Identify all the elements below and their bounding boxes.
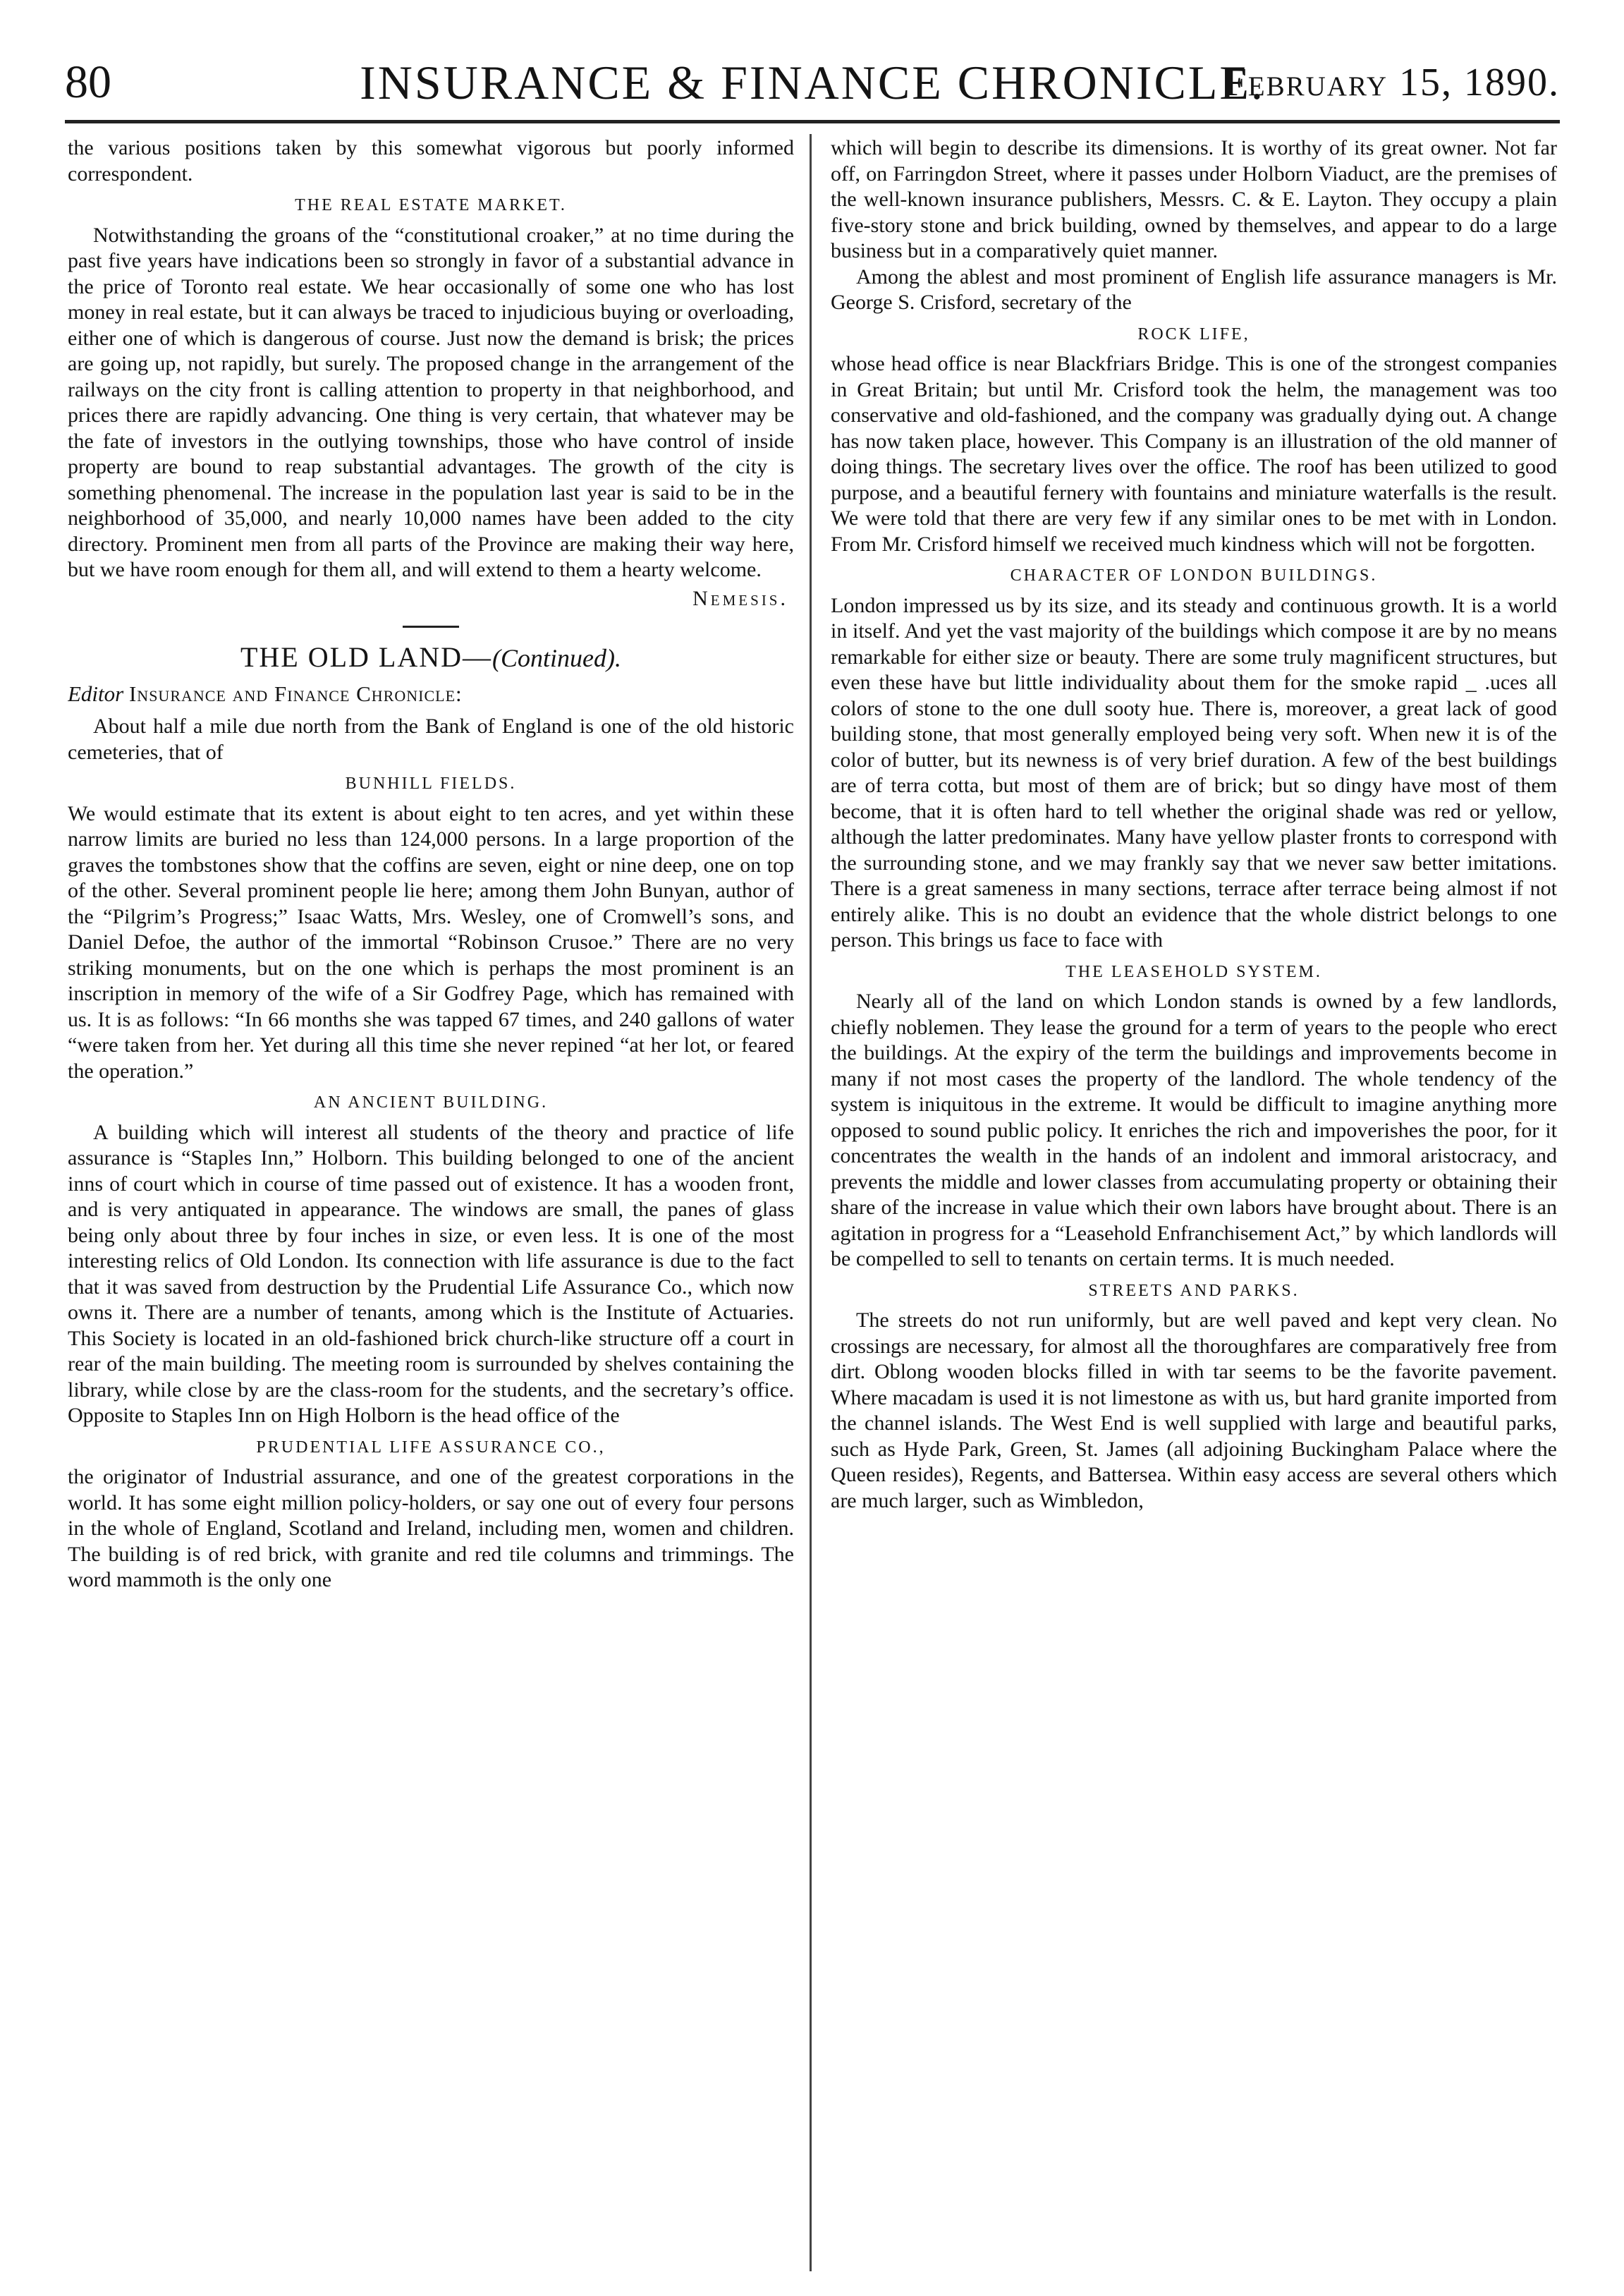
- page-header: [65, 51, 1560, 114]
- editor-address: [68, 681, 794, 707]
- intro-paragraph: the various positions taken by this somewhat vigorous but poorly informed correspondent.: [68, 136, 794, 186]
- section-heading-rock-life: ROCK LIFE,: [1137, 324, 1250, 344]
- column-divider: [810, 134, 812, 2271]
- article-title: [68, 641, 794, 673]
- section-heading-ancient-building: AN ANCIENT BUILDING.: [313, 1093, 549, 1112]
- managers-paragraph: Among the ablest and most prominent of English life assurance managers is Mr. George S. Crisford, secretary of the: [831, 265, 1557, 314]
- right-column: [831, 135, 1557, 2280]
- section-heading-leasehold: THE LEASEHOLD SYSTEM.: [1066, 962, 1322, 981]
- leasehold-paragraph: Nearly all of the land on which London stands is owned by a few landlords, chiefly noblemen. They lease the ground for a term of years to the people who erect the buildings. At the expiry of the term the buildings and improvements become in many if not most cases the property of the landlord. The whole tendency of the system is iniquitous in the extreme. It would be difficult to imagine anything more opposed to sound public policy. It enriches the rich and impoverishes the poor, for it concentrates the wealth in the hands of an indolent and immoral aristocracy, and prevents the middle and lower classes from accumulating property or obtaining their share of the increase in value which their own labors have brought about. There is an agitation in progress for a “Leasehold Enfranchisement Act,” by which landlords will be compelled to sell to tenants on certain terms. It is much needed.: [831, 990, 1557, 1270]
- prudential-paragraph: the originator of Industrial assurance, and one of the greatest corporations in the world. It has some eight million policy-holders, or say one out of every four persons in the whole of England, Scotland and Ireland, including men, women and children. The building is of red brick, with granite and red tile columns and trimmings. The word mammoth is the only one: [68, 1465, 794, 1591]
- rock-life-paragraph: whose head office is near Blackfriars Bridge. This is one of the strongest companies in Great Britain; but until Mr. Crisford took the helm, the management was too conservative and old-fashioned, and the company was gradually dying out. A change has now taken place, however. This Company is an illustration of the old manner of doing things. The secretary lives over the office. The roof has been utilized to good purpose, and a beautiful fernery with fountains and miniature waterfalls is the result. We were told that there are very few if any similar ones to be met with in London. From Mr. Crisford himself we received much kindness which will not be forgotten.: [831, 352, 1557, 556]
- issue-date: February 15, 1890.: [1224, 61, 1560, 104]
- header-rule: [65, 120, 1560, 123]
- left-column: [68, 135, 794, 2280]
- article-title-continued: (Continued).: [492, 644, 622, 672]
- section-heading-streets-parks: STREETS AND PARKS.: [1088, 1281, 1300, 1300]
- continued-paragraph: which will begin to describe its dimensions. It is worthy of its great owner. Not far off, on Farringdon Street, where it passes under Holborn Viaduct, are the premises of the well-known insurance publishers, Messrs. C. & E. Layton. They occupy a plain five-story stone and brick building, owned by themselves, and appear to do a large business but in a comparatively quiet manner.: [831, 136, 1557, 262]
- section-heading-bunhill: BUNHILL FIELDS.: [345, 775, 517, 793]
- editor-prefix: Editor: [68, 681, 124, 706]
- article-title-text: THE OLD LAND—: [240, 641, 493, 673]
- publication-title: INSURANCE & FINANCE CHRONICLE.: [360, 56, 1265, 109]
- section-heading-real-estate: THE REAL ESTATE MARKET.: [295, 196, 567, 214]
- editor-publication: Insurance and Finance Chronicle:: [128, 681, 463, 706]
- section-heading-london-buildings: CHARACTER OF LONDON BUILDINGS.: [1010, 566, 1378, 585]
- streets-parks-paragraph: The streets do not run uniformly, but are well paved and kept very clean. No crossings are necessary, for almost all the thoroughfares are comparatively free from dirt. Oblong wooden blocks filled in with tar seems to be the favorite pavement. Where macadam is used it is not limestone as with us, but hard granite imported from the channel islands. The West End is well supplied with large and beautiful parks, such as Hyde Park, Green, St. James (all adjoining Buckingham Palace where the Queen resides), Regents, and Battersea. Within easy access are several others which are much larger, such as Wimbledon,: [831, 1308, 1557, 1512]
- real-estate-paragraph: Notwithstanding the groans of the “constitutional croaker,” at no time during the past five years have indications been so strongly in favor of a substantial advance in the price of Toronto real estate. We hear occasionally of some one who has lost money in real estate, but it can always be traced to injudicious buying or overloading, either one of which is dangerous of course. Just now the demand is brisk; the prices are going up, not rapidly, but surely. The proposed change in the arrangement of the railways on the city front is calling attention to property in that neighborhood, and prices there are rapidly advancing. One thing is very certain, that whatever may be the fate of investors in the outlying townships, those who have control of inside property are bound to reap substantial advantages. The growth of the city is something phenomenal. The increase in the population last year is said to be in the neighborhood of 35,000, and nearly 10,000 names have been added to the city directory. Prominent men from all parts of the Province are making their way here, but we have room enough for them all, and will extend to them a hearty welcome.: [68, 223, 794, 581]
- london-buildings-paragraph: London impressed us by its size, and its steady and continuous growth. It is a world in itself. And yet the vast majority of the buildings which compose it are by no means remarkable for either size or beauty. There are some truly magnificent structures, but even these have but little individuality about them for the smoke rapid _ .uces all colors of stone to the one dull sooty hue. There is, moreover, a great lack of good building stone, that most generally employed being very soft. When new it is of the color of butter, but its newness is of very brief duration. A few of the best buildings are of terra cotta, but most of them are of brick; but so dingy have most of them become, that it is often hard to tell whether the original shade was red or yellow, although the latter predominates. Many have yellow plaster fronts to correspond with the surrounding stone, and we may frankly say that we never saw better imitations. There is a great sameness in many sections, terrace after terrace being almost if not entirely alike. This is no doubt an evidence that the whole district belongs to one person. This brings us face to face with: [831, 593, 1557, 952]
- article-separator: [403, 626, 459, 628]
- bunhill-paragraph: We would estimate that its extent is about eight to ten acres, and yet within these narrow limits are buried no less than 124,000 persons. In a large proportion of the graves the tombstones show that the coffins are seven, eight or nine deep, one on top of the other. Several prominent people lie here; among them John Bunyan, author of the “Pilgrim’s Progress;” Isaac Watts, Mrs. Wesley, one of Cromwell’s sons, and Daniel Defoe, the author of the immortal “Robinson Crusoe.” There are no very striking monuments, but on the one which is perhaps the most prominent is an inscription in memory of the wife of a Sir Godfrey Page, which has remained with us. It is as follows: “In 66 months she was tapped 67 times, and 240 gallons of water “were taken from her. Yet during all this time she never repined “at her lot, or feared the operation.”: [68, 801, 794, 1083]
- old-land-intro: About half a mile due north from the Bank of England is one of the old historic cemeteries, that of: [68, 715, 794, 764]
- page-number: 80: [65, 56, 111, 108]
- section-heading-prudential: PRUDENTIAL LIFE ASSURANCE CO.,: [256, 1438, 606, 1457]
- ancient-building-paragraph: A building which will interest all students of the theory and practice of life assurance is “Staples Inn,” Holborn. This building belonged to one of the ancient inns of court which in course of time passed out of existence. It has a wooden front, and is very antiquated in appearance. The windows are small, the panes of glass being only about three by four inches in size, or even less. It is one of the most interesting relics of Old London. Its connection with life assurance is due to the fact that it was saved from destruction by the Prudential Life Assurance Co., which now owns it. There are a number of tenants, among which is the Institute of Actuaries. This Society is located in an old-fashioned brick church-like structure off a court in rear of the main building. The meeting room is surrounded by shelves containing the library, while close by are the class-room for the students, and the secretary’s office. Opposite to Staples Inn on High Holborn is the head office of the: [68, 1120, 794, 1427]
- signature: Nemesis.: [692, 586, 788, 610]
